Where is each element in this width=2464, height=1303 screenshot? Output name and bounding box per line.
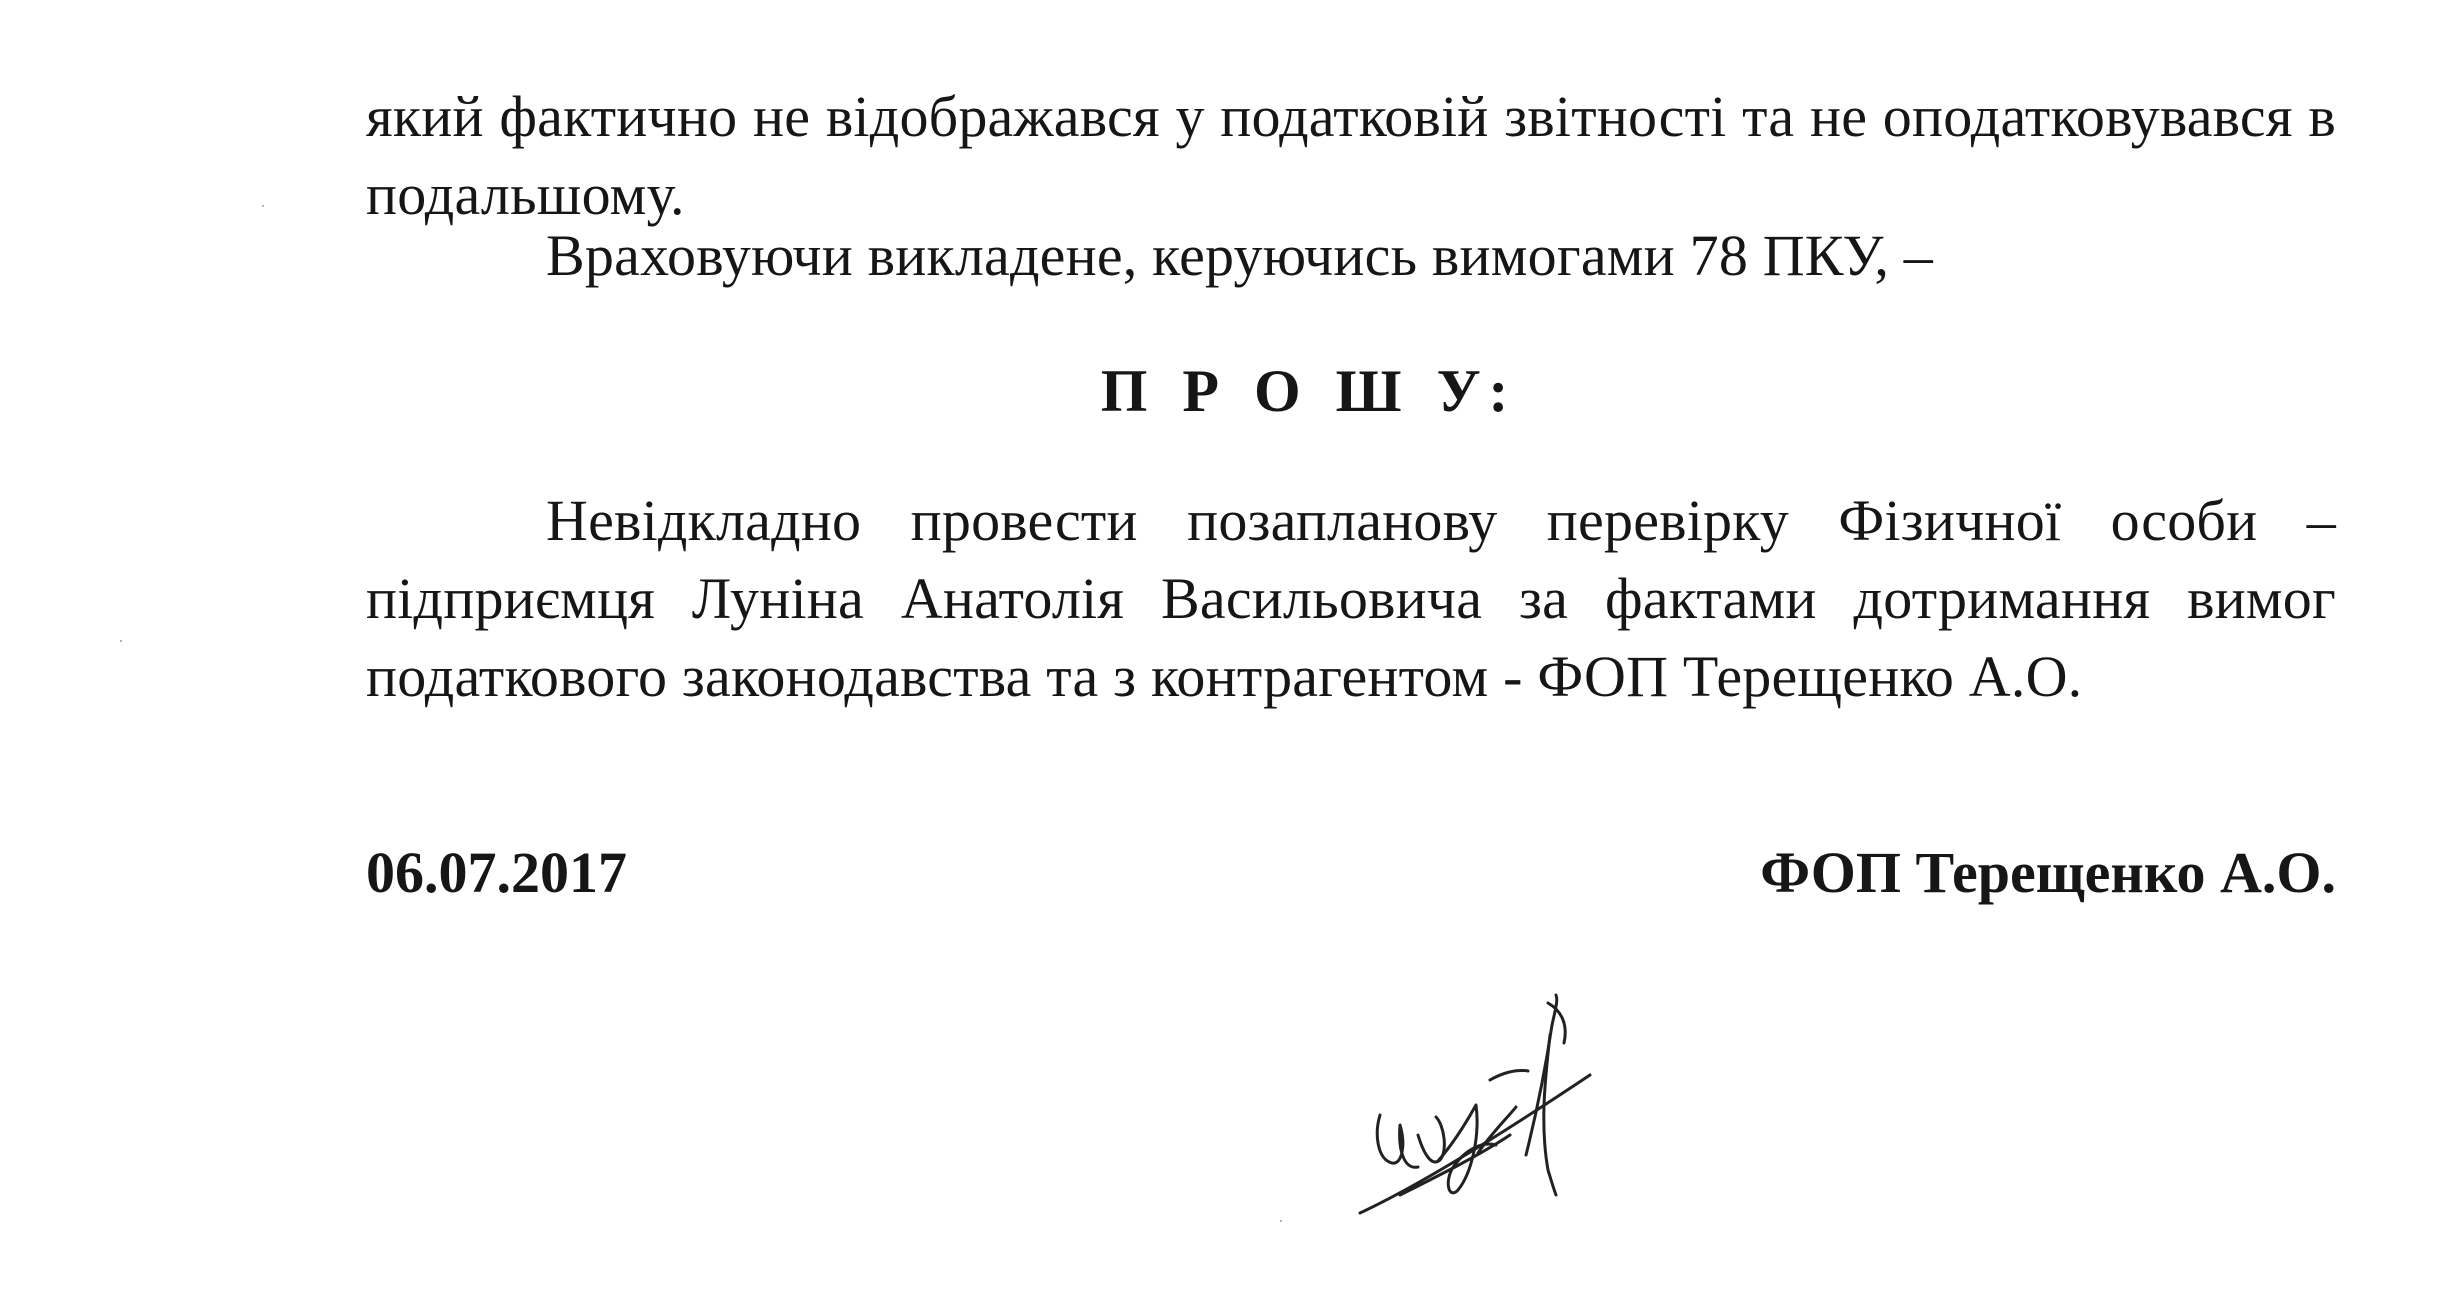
body-paragraph-continuation: який фактично не відображався у податковій звітності та не оподатковувався в подальшому.	[366, 84, 2336, 227]
signatory-name: ФОП Терещенко А.О.	[1760, 840, 2336, 905]
body-paragraph-request: Невідкладно провести позапланову перевірку Фізичної особи – підприємця Луніна Анатолія Васильовича за фактами дотримання вимог податкового законодавства та з контрагентом - ФОП Терещенко А.О.	[366, 488, 2336, 709]
scan-speck	[120, 640, 122, 642]
handwritten-signature	[1340, 985, 1600, 1235]
request-heading: П Р О Ш У:	[1100, 358, 1519, 424]
document-date: 06.07.2017	[366, 840, 627, 905]
scan-speck	[262, 205, 264, 207]
body-paragraph-considering: Враховуючи викладене, керуючись вимогами 78 ПКУ, –	[546, 223, 1933, 288]
scan-speck	[1280, 1220, 1282, 1222]
